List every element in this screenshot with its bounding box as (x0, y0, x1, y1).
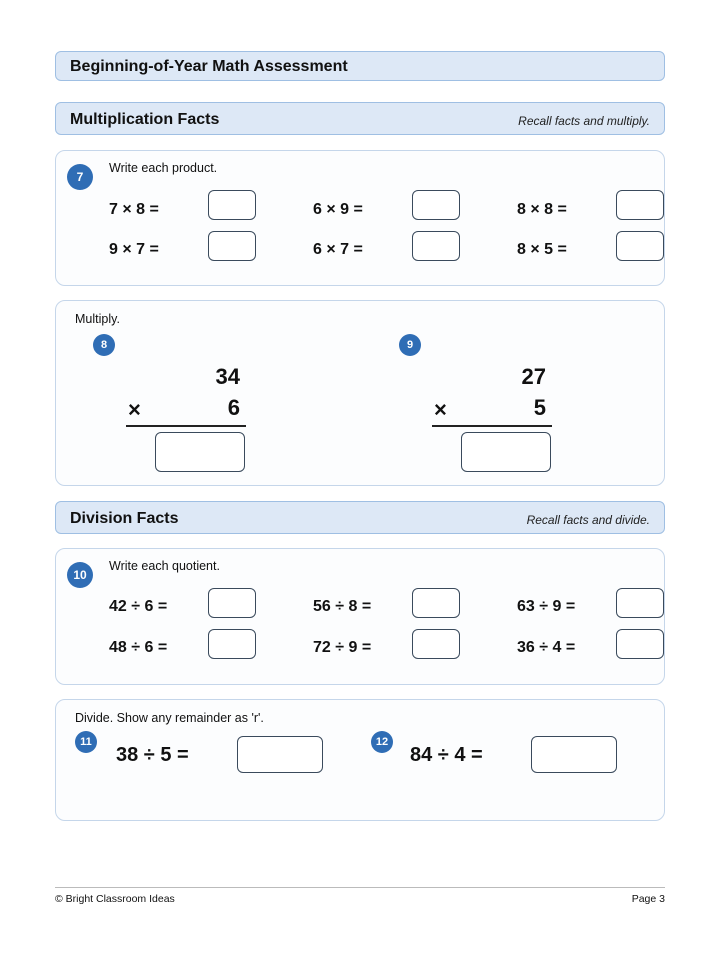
divide-card (55, 699, 665, 821)
answer-box-63div9[interactable] (616, 588, 664, 618)
question-10-badge: 10 (67, 562, 93, 588)
q8-answer-rule (126, 425, 246, 427)
q8-top-number: 34 (215, 364, 240, 389)
question-10-instruction: Write each quotient. (109, 559, 220, 573)
multiply-instruction: Multiply. (75, 312, 120, 326)
fact-6x9: 6 × 9 = (313, 201, 363, 218)
answer-box-8x5[interactable] (616, 231, 664, 261)
q11-expression: 38 ÷ 5 = (116, 744, 189, 766)
q9-answer-rule (432, 425, 552, 427)
answer-box-9x7[interactable] (208, 231, 256, 261)
question-7-badge: 7 (67, 164, 93, 190)
fact-8x5: 8 × 5 = (517, 241, 567, 258)
q8-bottom-number: 6 (227, 395, 240, 420)
question-7-instruction: Write each product. (109, 161, 218, 175)
answer-box-6x7[interactable] (412, 231, 460, 261)
fact-42div6: 42 ÷ 6 = (109, 598, 168, 615)
question-12-badge: 12 (371, 731, 393, 753)
q8-operator: × (128, 397, 141, 422)
answer-box-56div8[interactable] (412, 588, 460, 618)
fact-63div9: 63 ÷ 9 = (517, 598, 576, 615)
q9-operator: × (434, 397, 447, 422)
question-11-badge: 11 (75, 731, 97, 753)
multiply-card (55, 300, 665, 486)
fact-7x8: 7 × 8 = (109, 201, 159, 218)
q9-bottom-number: 5 (533, 395, 546, 420)
fact-56div8: 56 ÷ 8 = (313, 598, 372, 615)
footer-divider (55, 887, 665, 888)
footer-copyright: © Bright Classroom Ideas (55, 893, 175, 905)
multiplication-section-title: Multiplication Facts (70, 111, 220, 128)
fact-72div9: 72 ÷ 9 = (313, 639, 372, 656)
answer-box-42div6[interactable] (208, 588, 256, 618)
answer-box-48div6[interactable] (208, 629, 256, 659)
question-9-badge: 9 (399, 334, 421, 356)
multiplication-section-banner (55, 102, 665, 135)
multiplication-section-subtitle: Recall facts and multiply. (518, 114, 650, 128)
question-8-badge: 8 (93, 334, 115, 356)
division-section-subtitle: Recall facts and divide. (526, 513, 650, 527)
divide-instruction: Divide. Show any remainder as 'r'. (75, 711, 264, 725)
fact-36div4: 36 ÷ 4 = (517, 639, 576, 656)
question-10-card (55, 548, 665, 685)
q9-answer-box[interactable] (461, 432, 551, 472)
q9-top-number: 27 (521, 364, 546, 389)
question-7-card (55, 150, 665, 286)
fact-48div6: 48 ÷ 6 = (109, 639, 168, 656)
q12-answer-box[interactable] (531, 736, 617, 773)
footer-page-number: Page 3 (631, 893, 665, 905)
answer-box-6x9[interactable] (412, 190, 460, 220)
fact-6x7: 6 × 7 = (313, 241, 363, 258)
page-title: Beginning-of-Year Math Assessment (70, 58, 348, 75)
assessment-title-banner (55, 51, 665, 81)
q8-answer-box[interactable] (155, 432, 245, 472)
q11-answer-box[interactable] (237, 736, 323, 773)
answer-box-36div4[interactable] (616, 629, 664, 659)
fact-8x8: 8 × 8 = (517, 201, 567, 218)
division-section-title: Division Facts (70, 510, 179, 527)
q12-expression: 84 ÷ 4 = (410, 744, 483, 766)
fact-9x7: 9 × 7 = (109, 241, 159, 258)
division-section-banner (55, 501, 665, 534)
answer-box-8x8[interactable] (616, 190, 664, 220)
answer-box-72div9[interactable] (412, 629, 460, 659)
answer-box-7x8[interactable] (208, 190, 256, 220)
